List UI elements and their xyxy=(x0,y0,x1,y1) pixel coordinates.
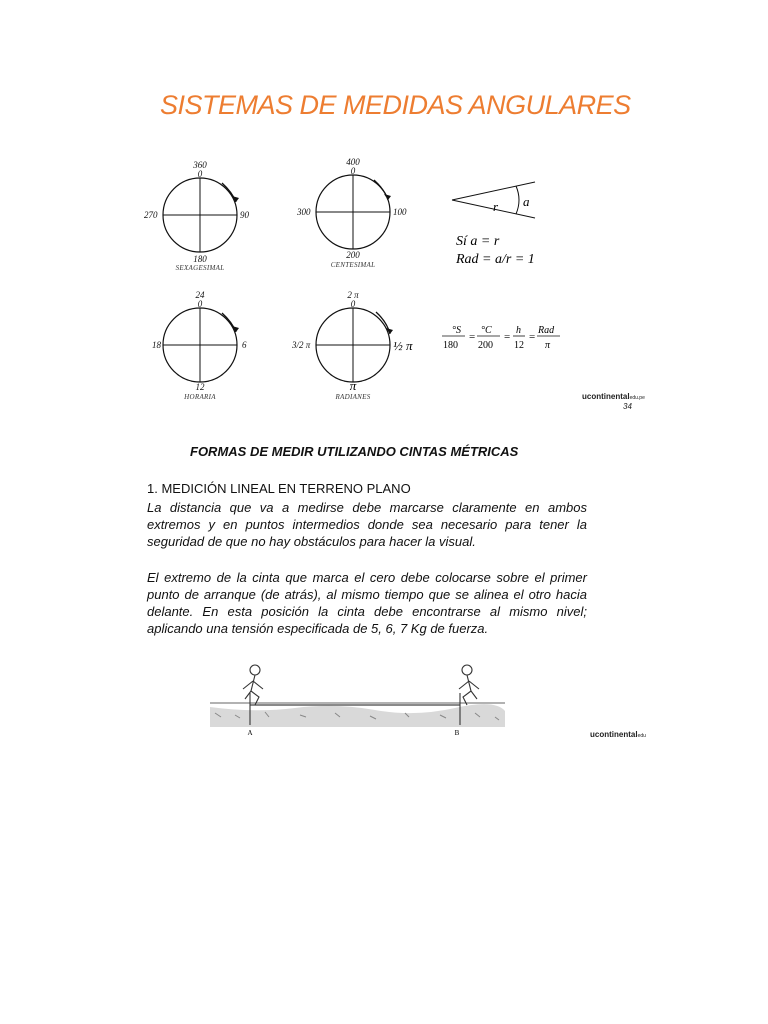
label-18: 18 xyxy=(152,340,161,350)
page-number: 34 xyxy=(623,402,632,411)
ratio-eq1: = xyxy=(469,331,476,343)
horaria-circle xyxy=(152,290,247,401)
label-a: a xyxy=(523,194,530,209)
label-3-2-pi: 3/2 π xyxy=(292,340,311,350)
ratio-d2: 200 xyxy=(478,340,493,351)
caption-centesimal: CENTESIMAL xyxy=(330,261,376,269)
label-6: 6 xyxy=(242,340,247,350)
formula-line-1: Sí a = r xyxy=(456,234,500,249)
formula-line-2: Rad = a/r = 1 xyxy=(456,252,535,267)
caption-radianes: RADIANES xyxy=(335,393,371,401)
label-180: 180 xyxy=(193,254,207,264)
ratio-n1: °S xyxy=(452,325,461,336)
conversion-formula xyxy=(442,325,560,351)
radian-sector xyxy=(452,182,535,267)
paragraph-1: La distancia que va a medirse debe marcarse claramente en ambos extremos y en puntos intermedios donde sea necesario para tener la seguridad de que no hay obstáculos para hacer la visual. xyxy=(147,500,587,549)
caption-sexagesimal: SEXAGESIMAL xyxy=(175,264,225,272)
label-200: 200 xyxy=(346,250,360,260)
ratio-eq3: = xyxy=(529,331,536,343)
angular-systems-figure xyxy=(130,150,590,415)
sexagesimal-circle xyxy=(144,160,250,272)
ratio-d4: π xyxy=(545,340,551,351)
ratio-d3: 12 xyxy=(514,340,524,351)
paragraph-2: El extremo de la cinta que marca el cero debe colocarse sobre el primer punto de arranque (de atrás), al mismo tiempo que se alinea el otro hacia delante. En esta posición la cinta debe encontrarse al mismo nivel; aplicando una tensión especificada de 5, 6, 7 Kg de fuerza. xyxy=(147,570,587,636)
caption-horaria: HORARIA xyxy=(184,393,216,401)
radianes-circle xyxy=(291,290,413,401)
brand-logo-1: ucontinentaledu.pe xyxy=(582,392,645,401)
ratio-n2: °C xyxy=(481,325,492,336)
label-2pi: 2 π xyxy=(347,290,359,300)
section-heading: FORMAS DE MEDIR UTILIZANDO CINTAS MÉTRICAS xyxy=(190,444,519,459)
label-270: 270 xyxy=(144,210,158,220)
ratio-n4: Rad xyxy=(538,325,555,336)
label-400: 400 xyxy=(346,157,360,167)
label-pi: π xyxy=(349,378,357,393)
subsection-title: 1. MEDICIÓN LINEAL EN TERRENO PLANO xyxy=(147,481,411,496)
label-300: 300 xyxy=(297,207,311,217)
label-0: 0 xyxy=(197,169,203,179)
ratio-eq2: = xyxy=(504,331,511,343)
label-half-pi: ½ π xyxy=(393,338,413,353)
centesimal-circle xyxy=(296,157,407,269)
label-12: 12 xyxy=(195,382,205,392)
label-0-hor: 0 xyxy=(197,299,203,309)
slide-title: SISTEMAS DE MEDIDAS ANGULARES xyxy=(160,90,631,120)
label-90: 90 xyxy=(240,210,249,220)
ratio-d1: 180 xyxy=(443,340,458,351)
label-0-cent: 0 xyxy=(350,166,356,176)
ground xyxy=(210,703,505,727)
ratio-n3: h xyxy=(516,325,521,336)
tape-measuring-illustration xyxy=(205,655,515,740)
label-100: 100 xyxy=(393,207,407,217)
label-0-rad: 0 xyxy=(350,299,356,309)
point-b-label: B xyxy=(454,729,460,737)
point-a-label: A xyxy=(247,729,253,737)
label-r: r xyxy=(493,199,499,214)
label-24: 24 xyxy=(195,290,205,300)
brand-logo-2: ucontinentaledu xyxy=(590,730,646,739)
label-360: 360 xyxy=(193,160,207,170)
